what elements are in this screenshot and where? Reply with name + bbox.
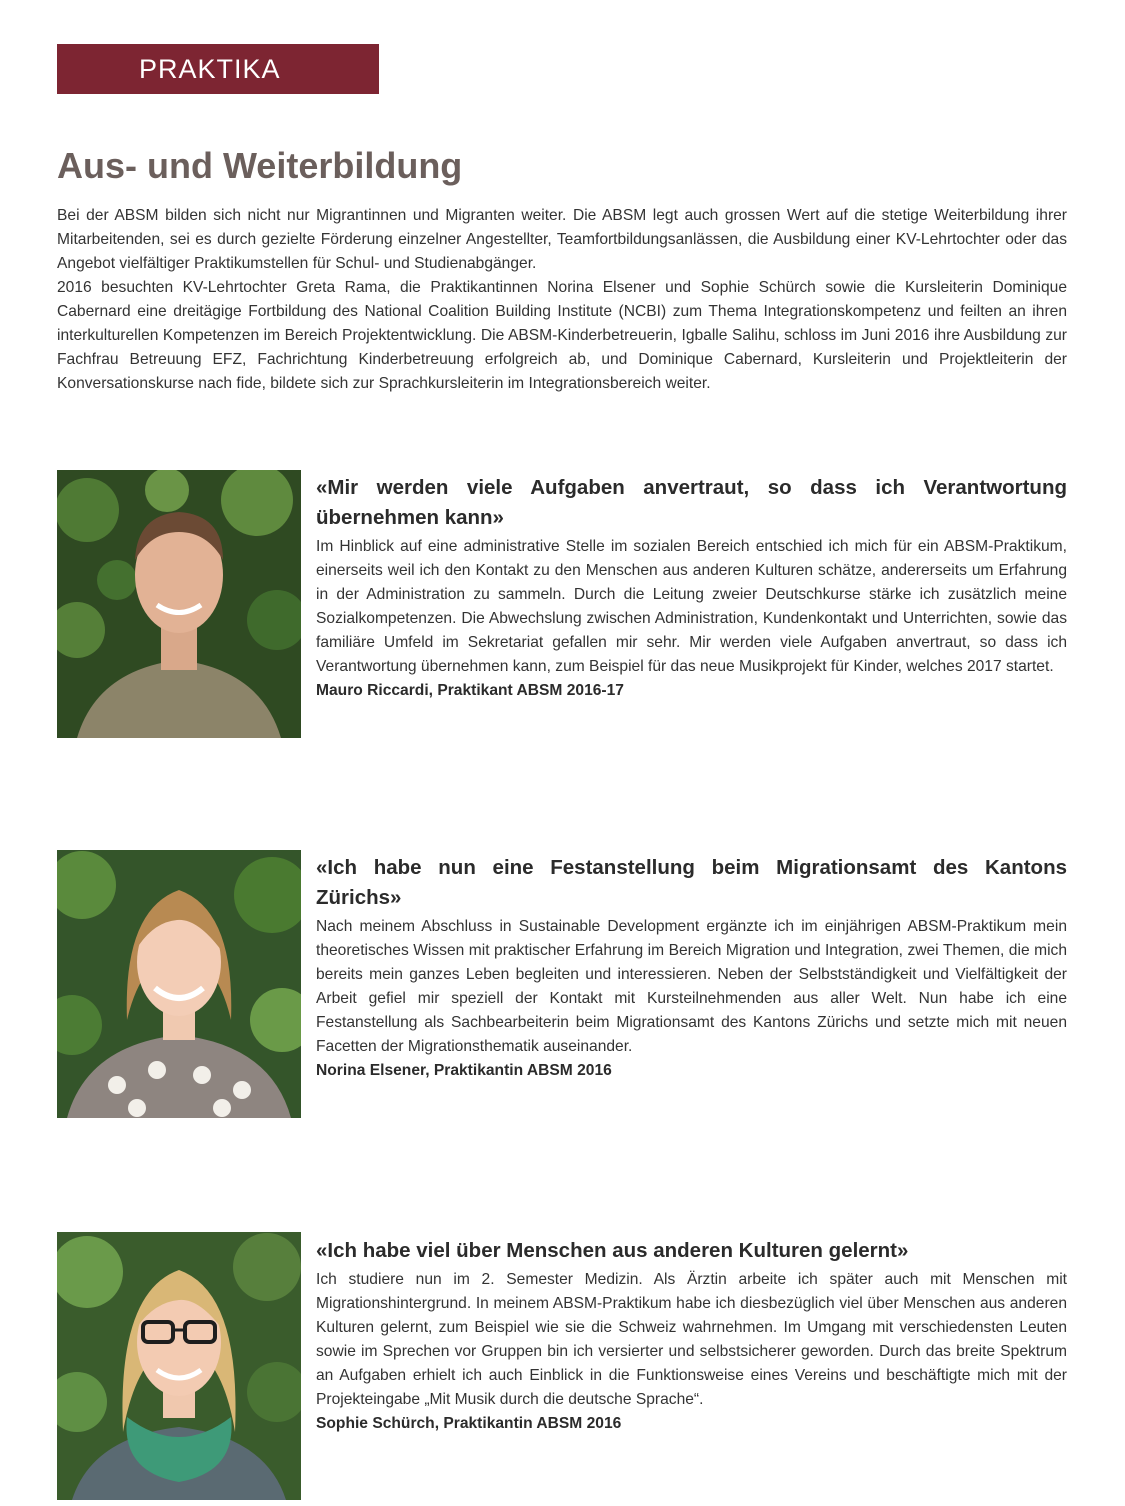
testimonial-signature: Mauro Riccardi, Praktikant ABSM 2016-17 — [316, 682, 624, 699]
section-label: PRAKTIKA — [139, 54, 281, 84]
testimonial-signature: Norina Elsener, Praktikantin ABSM 2016 — [316, 1062, 612, 1079]
portrait-photo-sophie — [57, 1232, 301, 1500]
testimonial-norina — [316, 853, 1067, 1083]
testimonial-sophie — [316, 1236, 1067, 1436]
testimonial-mauro — [316, 473, 1067, 703]
intro-paragraph: Bei der ABSM bilden sich nicht nur Migrantinnen und Migranten weiter. Die ABSM legt auch grossen Wert auf die stetige Weiterbildung ihrer Mitarbeitenden, sei es durch gezielte Förderung einzelner Angestellter, Teamfortbildungsanlässen, die Ausbildung einer KV-Lehrtochter oder das Angebot vielfältiger Praktikumstellen für Schul- und Studienabgänger. — [57, 207, 1067, 272]
testimonial-quote: «Ich habe viel über Menschen aus anderen Kulturen gelernt» — [316, 1239, 909, 1262]
testimonial-quote: «Ich habe nun eine Festanstellung beim Migrationsamt des Kantons Zürichs» — [316, 856, 1067, 909]
portrait-photo-norina — [57, 850, 301, 1118]
testimonial-body: Nach meinem Abschluss in Sustainable Development ergänzte ich im einjährigen ABSM-Praktikum mein theoretisches Wissen mit praktischer Erfahrung im Bereich Migration und Integration, zwei Themen, die mich bereits mein ganzes Leben begleiten und interessieren. Neben der Selbstständigkeit und Vielfältigkeit der Arbeit gefiel mir speziell der Kontakt mit Kursteilnehmenden aus aller Welt. Nun habe ich eine Festanstellung als Sachbearbeiterin beim Migrationsamt des Kantons Zürichs und setzte mich mit neuen Facetten der Migrationsthematik auseinander. — [316, 918, 1067, 1055]
intro-text — [57, 204, 1067, 396]
testimonial-body: Ich studiere nun im 2. Semester Medizin. Als Ärztin arbeite ich später auch mit Menschen mit Migrationshintergrund. In meinem ABSM-Praktikum habe ich diesbezüglich viel über Menschen aus anderen Kulturen gelernt, zum Beispiel wie sie die Schweiz wahrnehmen. Im Umgang mit verschiedensten Leuten sowie im Sprechen vor Gruppen bin ich versierter und selbstsicherer geworden. Durch das breite Spektrum an Aufgaben erhielt ich auch Einblick in die Funktionsweise eines Vereins und beschäftigte mich mit der Projekteingabe „Mit Musik durch die deutsche Sprache“. — [316, 1271, 1067, 1408]
page-title: Aus- und Weiterbildung — [57, 145, 463, 186]
testimonial-signature: Sophie Schürch, Praktikantin ABSM 2016 — [316, 1415, 622, 1432]
testimonial-body: Im Hinblick auf eine administrative Stelle im sozialen Bereich entschied ich mich für ein ABSM-Praktikum, einerseits weil ich den Kontakt zu den Menschen aus anderen Kulturen schätze, andererseits um Erfahrung in der Administration zu sammeln. Durch die Leitung zweier Deutschkurse stärke ich zusätzlich meine Sozialkompetenzen. Die Abwechslung zwischen Administration, Kundenkontakt und Unterrichten, sowie das familiäre Umfeld im Sekretariat gefallen mir sehr. Mir werden viele Aufgaben anvertraut, so dass ich Verantwortung übernehmen kann, zum Beispiel für das neue Musikprojekt für Kinder, welches 2017 startet. — [316, 538, 1067, 675]
testimonial-quote: «Mir werden viele Aufgaben anvertraut, so dass ich Verantwortung übernehmen kann» — [316, 476, 1067, 529]
section-banner — [57, 44, 379, 94]
portrait-photo-mauro — [57, 470, 301, 738]
intro-paragraph: 2016 besuchten KV-Lehrtochter Greta Rama, die Praktikantinnen Norina Elsener und Sophie Schürch sowie die Kursleiterin Dominique Cabernard eine dreitägige Fortbildung des National Coalition Building Institute (NCBI) zum Thema Integrationskompetenz und feilten an ihren interkulturellen Kompetenzen im Bereich Projektentwicklung. Die ABSM-Kinderbetreuerin, Igballe Salihu, schloss im Juni 2016 ihre Ausbildung zur Fachfrau Betreuung EFZ, Fachrichtung Kinderbetreuung erfolgreich ab, und Dominique Cabernard, Kursleiterin und Projektleiterin der Konversationskurse nach fide, bildete sich zur Sprachkursleiterin im Integrationsbereich weiter. — [57, 279, 1067, 392]
